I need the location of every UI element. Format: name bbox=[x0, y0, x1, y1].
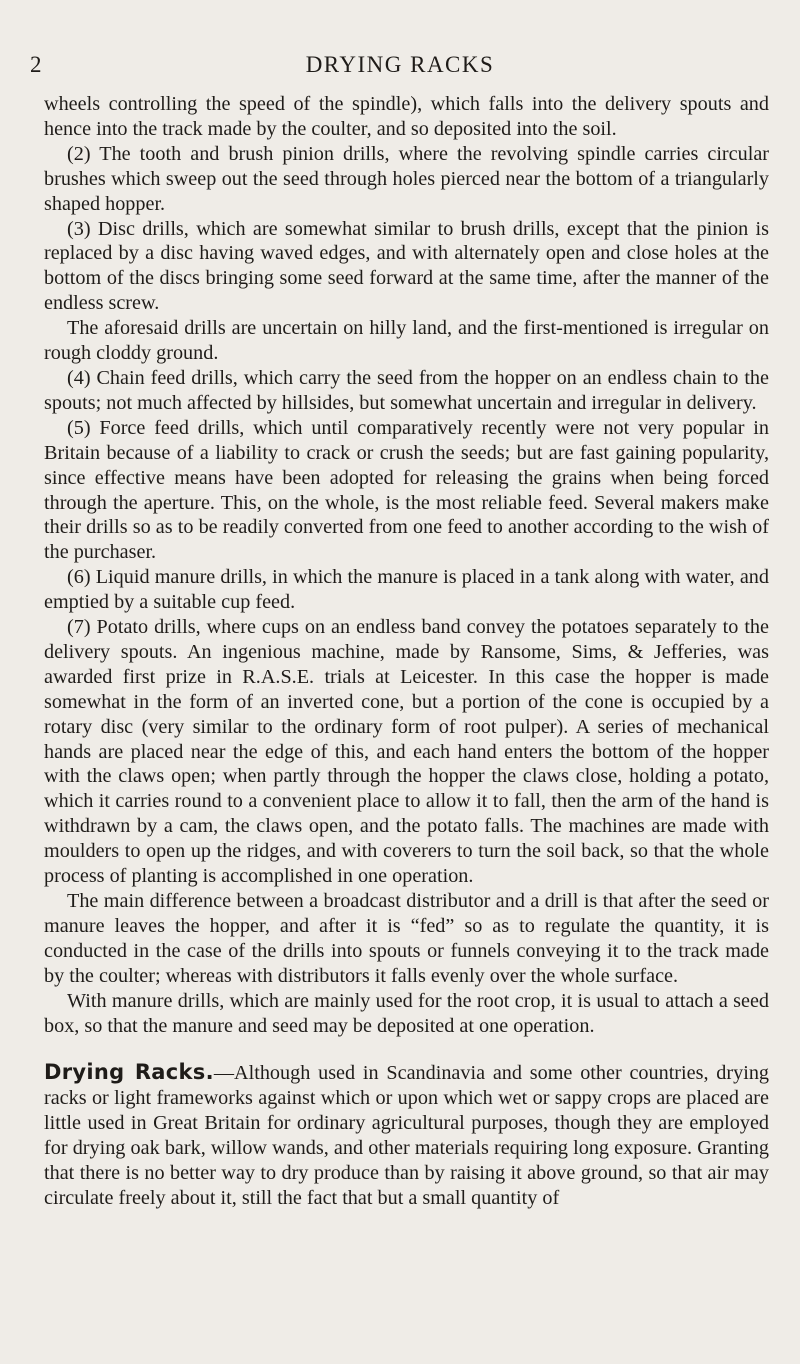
paragraph-continuation: wheels controlling the speed of the spindle), which falls into the delivery spouts and hence into the track made by the coulter, and so deposited into the soil. bbox=[44, 93, 769, 140]
body-text bbox=[44, 92, 769, 1211]
paragraph-manure-drills: With manure drills, which are mainly used for the root crop, it is usual to attach a seed box, so that the manure and seed may be deposited at one operation. bbox=[44, 989, 769, 1037]
paragraph-liquid-manure-drills: (6) Liquid manure drills, in which the manure is placed in a tank along with water, and emptied by a suitable cup feed. bbox=[44, 566, 769, 614]
running-title: DRYING RACKS bbox=[305, 52, 495, 77]
section-text-drying-racks: —Although used in Scandinavia and some other countries, drying racks or light frameworks against which or upon which wet or sappy crops are placed are little used in Great Britain for ordinary agricultural purposes, though they are employed for drying oak bark, willow wands, and other materials requiring long exposure. Granting that there is no better way to dry produce than by raising it above ground, so that air may circulate freely about it, still the fact that but a small quantity of bbox=[44, 1062, 770, 1209]
paragraph-aforesaid-drills: The aforesaid drills are uncertain on hilly land, and the first-mentioned is irregular on rough cloddy ground. bbox=[44, 317, 769, 365]
paragraph-tooth-brush-drills: (2) The tooth and brush pinion drills, where the revolving spindle carries circular brushes which sweep out the seed through holes pierced near the bottom of a triangularly shaped hopper. bbox=[44, 142, 769, 215]
paragraph-force-feed-drills: (5) Force feed drills, which until comparatively recently were not very popular in Britain because of a liability to crack or crush the seeds; but are fast gaining popularity, since effective means have been adopted for releasing the grains when being forced through the aperture. This, on the whole, is the most reliable feed. Several makers make their drills so as to be readily converted from one feed to another according to the wish of the purchaser. bbox=[44, 416, 769, 564]
section-heading-drying-racks: Drying Racks. bbox=[44, 1060, 214, 1085]
running-head bbox=[0, 52, 800, 82]
paragraph-disc-drills: (3) Disc drills, which are somewhat similar to brush drills, except that the pinion is replaced by a disc having waved edges, and with alternately open and close holes at the bottom of the discs bringing some seed forward at the same time, after the manner of the endless screw. bbox=[44, 217, 769, 315]
paragraph-drying-racks bbox=[44, 1060, 769, 1210]
paragraph-broadcast-vs-drill: The main difference between a broadcast distributor and a drill is that after the seed or manure leaves the hopper, and after it is “fed” so as to regulate the quantity, it is conducted in the case of the drills into spouts or funnels conveying it to the track made by the coulter; whereas with distributors it falls evenly over the whole surface. bbox=[44, 890, 769, 987]
page-number: 2 bbox=[30, 52, 43, 77]
paragraph-chain-feed-drills: (4) Chain feed drills, which carry the seed from the hopper on an endless chain to the spouts; not much affected by hillsides, but somewhat uncertain and irregular in delivery. bbox=[44, 366, 769, 414]
paragraph-potato-drills: (7) Potato drills, where cups on an endless band convey the potatoes separately to the delivery spouts. An ingenious machine, made by Ransome, Sims, & Jefferies, was awarded first prize in R.A.S.E. trials at Leicester. In this case the hopper is made somewhat in the form of an inverted cone, but a portion of the cone is occupied by a rotary disc (very similar to the ordinary form of root pulper). A series of mechanical hands are placed near the edge of this, and each hand enters the bottom of the hopper with the claws open; when partly through the hopper the claws close, holding a potato, which it carries round to a convenient place to allow it to fall, then the arm of the hand is withdrawn by a cam, the claws open, and the potato falls. The machines are made with moulders to open up the ridges, and with coverers to turn the soil back, so that the whole process of planting is accomplished in one operation. bbox=[44, 616, 769, 888]
